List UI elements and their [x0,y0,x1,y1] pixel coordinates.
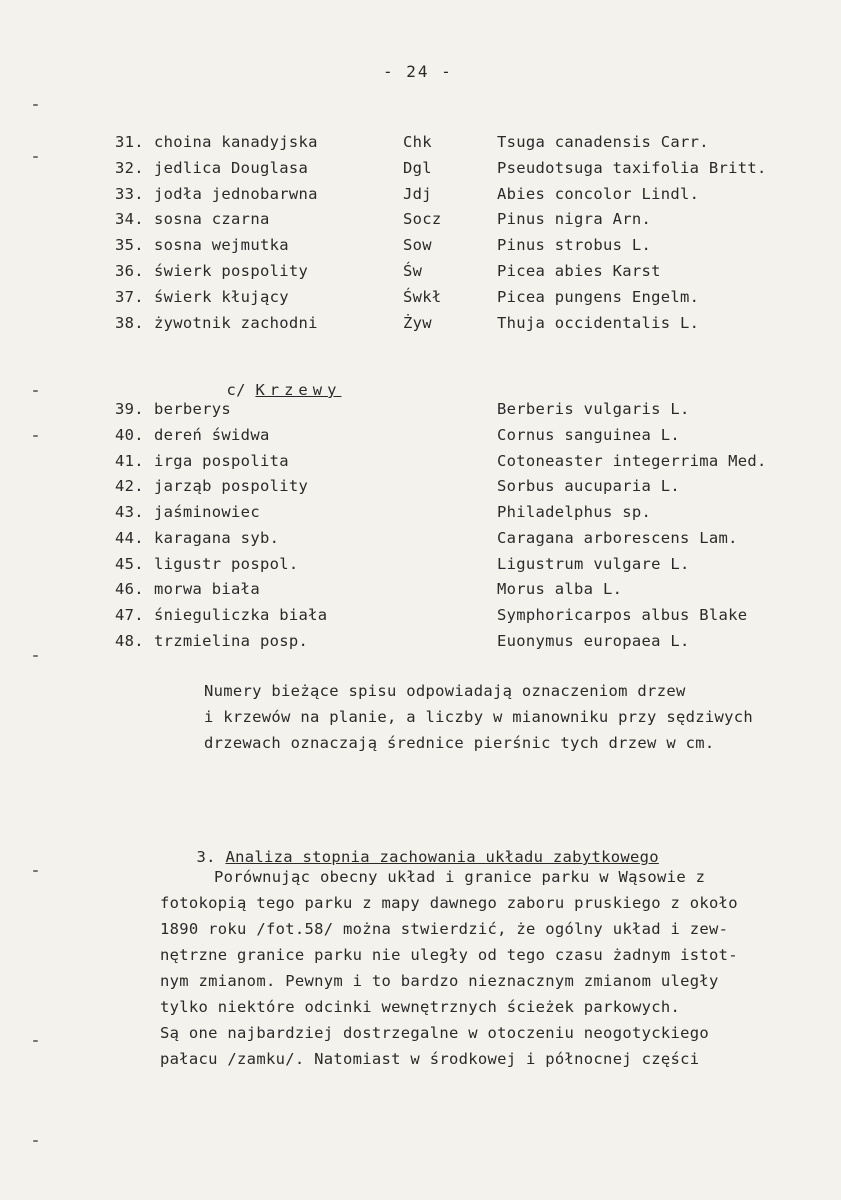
latin-name: Sorbus aucuparia L. [497,477,681,495]
body-line: tylko niektóre odcinki wewnętrznych ścieżek parkowych. [160,998,681,1016]
list-item [0,529,841,551]
latin-name: Pinus nigra Arn. [497,210,652,228]
latin-name: Cotoneaster integerrima Med. [497,452,767,470]
abbreviation: Dgl [403,159,432,177]
margin-mark [33,156,38,158]
polish-name: morwa biała [154,580,260,598]
latin-name: Thuja occidentalis L. [497,314,700,332]
latin-name: Euonymus europaea L. [497,632,690,650]
list-item [0,632,841,654]
abbreviation: Chk [403,133,432,151]
item-number: 44. [115,529,144,547]
list-item [0,477,841,499]
polish-name: śnieguliczka biała [154,606,328,624]
explanatory-note [204,678,824,756]
section-title: Analiza stopnia zachowania układu zabytkowego [225,848,659,866]
latin-name: Picea pungens Engelm. [497,288,700,306]
polish-name: ligustr pospol. [154,555,299,573]
latin-name: Abies concolor Lindl. [497,185,700,203]
list-item [0,400,841,422]
latin-name: Cornus sanguinea L. [497,426,681,444]
list-item [0,314,841,336]
item-number: 46. [115,580,144,598]
item-number: 41. [115,452,144,470]
list-item [0,159,841,181]
item-number: 48. [115,632,144,650]
item-number: 38. [115,314,144,332]
margin-mark [33,1140,38,1142]
item-number: 31. [115,133,144,151]
body-line: Są one najbardziej dostrzegalne w otoczeniu neogotyckiego [160,1024,710,1042]
item-number: 43. [115,503,144,521]
list-item [0,288,841,310]
polish-name: żywotnik zachodni [154,314,318,332]
polish-name: świerk pospolity [154,262,309,280]
margin-mark [33,655,38,657]
list-item [0,452,841,474]
item-number: 33. [115,185,144,203]
latin-name: Pinus strobus L. [497,236,652,254]
body-line: 1890 roku /fot.58/ można stwierdzić, że ogólny układ i zew- [160,920,729,938]
list-item [0,555,841,577]
polish-name: świerk kłujący [154,288,289,306]
polish-name: jedlica Douglasa [154,159,309,177]
latin-name: Morus alba L. [497,580,623,598]
body-paragraph [160,864,820,1072]
body-line: pałacu /zamku/. Natomiast w środkowej i północnej części [160,1050,700,1068]
list-item [0,580,841,602]
section-number: 3. [196,848,226,866]
item-number: 47. [115,606,144,624]
margin-mark [33,390,38,392]
abbreviation: Żyw [403,314,432,332]
margin-mark [33,1040,38,1042]
latin-name: Picea abies Karst [497,262,661,280]
body-line: nym zmianom. Pewnym i to bardzo nieznacznym zmianom uległy [160,972,719,990]
polish-name: trzmielina posp. [154,632,309,650]
list-item [0,262,841,284]
polish-name: irga pospolita [154,452,289,470]
note-line: Numery bieżące spisu odpowiadają oznaczeniom drzew [204,682,686,700]
abbreviation: Sow [403,236,432,254]
list-item [0,503,841,525]
polish-name: jodła jednobarwna [154,185,318,203]
latin-name: Tsuga canadensis Carr. [497,133,709,151]
polish-name: dereń świdwa [154,426,270,444]
shrubs-heading-prefix: c/ [226,381,256,399]
list-item [0,185,841,207]
polish-name: sosna wejmutka [154,236,289,254]
latin-name: Philadelphus sp. [497,503,652,521]
polish-name: jarząb pospolity [154,477,309,495]
item-number: 45. [115,555,144,573]
page-number: - 24 - [383,62,453,81]
abbreviation: Socz [403,210,442,228]
list-item [0,606,841,628]
list-item [0,236,841,258]
body-line: fotokopią tego parku z mapy dawnego zaboru pruskiego z około [160,894,738,912]
body-line: Porównując obecny układ i granice parku w Wąsowie z [214,868,706,886]
note-line: drzewach oznaczają średnice pierśnic tych drzew w cm. [204,734,715,752]
item-number: 40. [115,426,144,444]
note-line: i krzewów na planie, a liczby w mianowniku przy sędziwych [204,708,754,726]
polish-name: choina kanadyjska [154,133,318,151]
latin-name: Berberis vulgaris L. [497,400,690,418]
abbreviation: Śwkł [403,288,442,306]
body-line: nętrzne granice parku nie uległy od tego czasu żadnym istot- [160,946,738,964]
latin-name: Ligustrum vulgare L. [497,555,690,573]
latin-name: Pseudotsuga taxifolia Britt. [497,159,767,177]
polish-name: karagana syb. [154,529,280,547]
margin-mark [33,104,38,106]
item-number: 39. [115,400,144,418]
list-item [0,133,841,155]
item-number: 34. [115,210,144,228]
item-number: 37. [115,288,144,306]
list-item [0,426,841,448]
margin-mark [33,870,38,872]
margin-mark [33,435,38,437]
item-number: 32. [115,159,144,177]
polish-name: jaśminowiec [154,503,260,521]
shrubs-heading-title: Krzewy [255,381,342,399]
item-number: 36. [115,262,144,280]
latin-name: Symphoricarpos albus Blake [497,606,748,624]
polish-name: berberys [154,400,232,418]
polish-name: sosna czarna [154,210,270,228]
abbreviation: Św [403,262,423,280]
item-number: 35. [115,236,144,254]
latin-name: Caragana arborescens Lam. [497,529,738,547]
abbreviation: Jdj [403,185,432,203]
item-number: 42. [115,477,144,495]
list-item [0,210,841,232]
